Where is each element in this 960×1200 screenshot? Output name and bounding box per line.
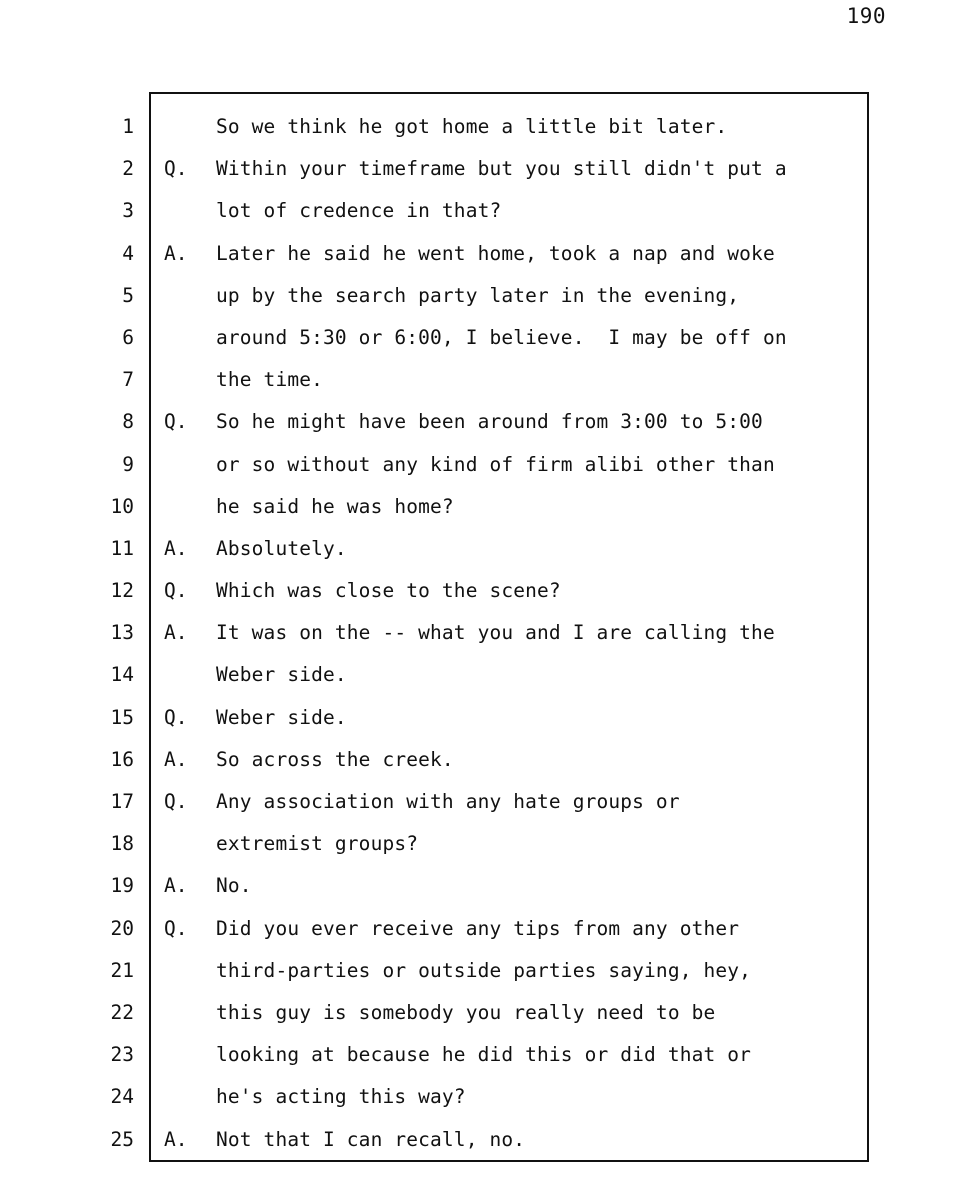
line-number: 21 bbox=[110, 958, 134, 982]
transcript-line bbox=[162, 106, 862, 148]
line-number: 23 bbox=[110, 1043, 134, 1067]
line-number-column bbox=[96, 106, 134, 1161]
transcript-line bbox=[162, 992, 862, 1034]
transcript-line bbox=[162, 359, 862, 401]
line-text: up by the search party later in the evening, bbox=[216, 283, 740, 307]
line-text: extremist groups? bbox=[216, 832, 419, 856]
transcript-line bbox=[162, 697, 862, 739]
line-number: 15 bbox=[110, 705, 134, 729]
transcript-line bbox=[162, 1076, 862, 1118]
line-text: Absolutely. bbox=[216, 536, 347, 560]
speaker-label: Q. bbox=[164, 705, 188, 729]
line-number: 6 bbox=[122, 325, 134, 349]
transcript-line bbox=[162, 823, 862, 865]
line-number: 8 bbox=[122, 410, 134, 434]
line-text: So we think he got home a little bit later. bbox=[216, 115, 728, 138]
line-text: So he might have been around from 3:00 to 5:00 bbox=[216, 410, 763, 434]
transcript-line bbox=[162, 865, 862, 907]
transcript-line bbox=[162, 739, 862, 781]
transcript-line bbox=[162, 781, 862, 823]
line-text: he's acting this way? bbox=[216, 1085, 466, 1109]
speaker-label: A. bbox=[164, 241, 188, 265]
line-text: he said he was home? bbox=[216, 494, 454, 518]
line-number: 18 bbox=[110, 832, 134, 856]
line-number: 17 bbox=[110, 790, 134, 813]
transcript-lines bbox=[162, 106, 862, 1161]
line-text: the time. bbox=[216, 368, 324, 392]
transcript-line bbox=[162, 1119, 862, 1161]
line-number: 12 bbox=[110, 579, 134, 603]
speaker-label: A. bbox=[164, 621, 188, 645]
speaker-label: Q. bbox=[164, 790, 188, 813]
speaker-label: Q. bbox=[164, 916, 188, 940]
line-number: 11 bbox=[110, 536, 134, 560]
line-text: this guy is somebody you really need to be bbox=[216, 1000, 716, 1024]
line-number: 2 bbox=[122, 157, 134, 181]
speaker-label: Q. bbox=[164, 579, 188, 603]
line-number: 3 bbox=[122, 199, 134, 223]
speaker-label: A. bbox=[164, 747, 188, 771]
line-text: Not that I can recall, no. bbox=[216, 1127, 526, 1151]
line-number: 25 bbox=[110, 1127, 134, 1151]
line-number: 19 bbox=[110, 874, 134, 898]
speaker-label: Q. bbox=[164, 157, 188, 181]
transcript-line bbox=[162, 950, 862, 992]
transcript-line bbox=[162, 654, 862, 696]
transcript-line bbox=[162, 148, 862, 190]
line-text: lot of credence in that? bbox=[216, 199, 502, 223]
line-number: 1 bbox=[122, 115, 134, 138]
line-text: Weber side. bbox=[216, 663, 347, 687]
line-text: third-parties or outside parties saying, hey, bbox=[216, 958, 752, 982]
line-text: No. bbox=[216, 874, 252, 898]
speaker-label: A. bbox=[164, 536, 188, 560]
line-number: 7 bbox=[122, 368, 134, 392]
line-text: So across the creek. bbox=[216, 747, 454, 771]
transcript-line bbox=[162, 528, 862, 570]
transcript-line bbox=[162, 570, 862, 612]
line-number: 5 bbox=[122, 283, 134, 307]
transcript-line bbox=[162, 908, 862, 950]
line-text: Which was close to the scene? bbox=[216, 579, 561, 603]
line-number: 9 bbox=[122, 452, 134, 476]
speaker-label: Q. bbox=[164, 410, 188, 434]
line-number: 4 bbox=[122, 241, 134, 265]
speaker-label: A. bbox=[164, 874, 188, 898]
line-number: 24 bbox=[110, 1085, 134, 1109]
line-text: It was on the -- what you and I are calling the bbox=[216, 621, 775, 645]
transcript-line bbox=[162, 486, 862, 528]
line-number: 20 bbox=[110, 916, 134, 940]
line-text: or so without any kind of firm alibi other than bbox=[216, 452, 775, 476]
transcript-line bbox=[162, 1034, 862, 1076]
line-number: 13 bbox=[110, 621, 134, 645]
line-text: around 5:30 or 6:00, I believe. I may be off on bbox=[216, 325, 787, 349]
speaker-label: A. bbox=[164, 1127, 188, 1151]
line-text: Any association with any hate groups or bbox=[216, 790, 680, 813]
line-text: Within your timeframe but you still didn't put a bbox=[216, 157, 787, 181]
line-number: 22 bbox=[110, 1000, 134, 1024]
transcript-line bbox=[162, 612, 862, 654]
line-text: looking at because he did this or did that or bbox=[216, 1043, 752, 1067]
transcript-line bbox=[162, 190, 862, 232]
line-number: 14 bbox=[110, 663, 134, 687]
transcript-line bbox=[162, 401, 862, 443]
page-number: 190 bbox=[846, 4, 886, 28]
transcript-line bbox=[162, 317, 862, 359]
line-text: Weber side. bbox=[216, 705, 347, 729]
transcript-line bbox=[162, 275, 862, 317]
transcript-line bbox=[162, 233, 862, 275]
transcript-line bbox=[162, 444, 862, 486]
line-text: Later he said he went home, took a nap and woke bbox=[216, 241, 775, 265]
line-number: 16 bbox=[110, 747, 134, 771]
line-text: Did you ever receive any tips from any other bbox=[216, 916, 740, 940]
line-number: 10 bbox=[110, 494, 134, 518]
